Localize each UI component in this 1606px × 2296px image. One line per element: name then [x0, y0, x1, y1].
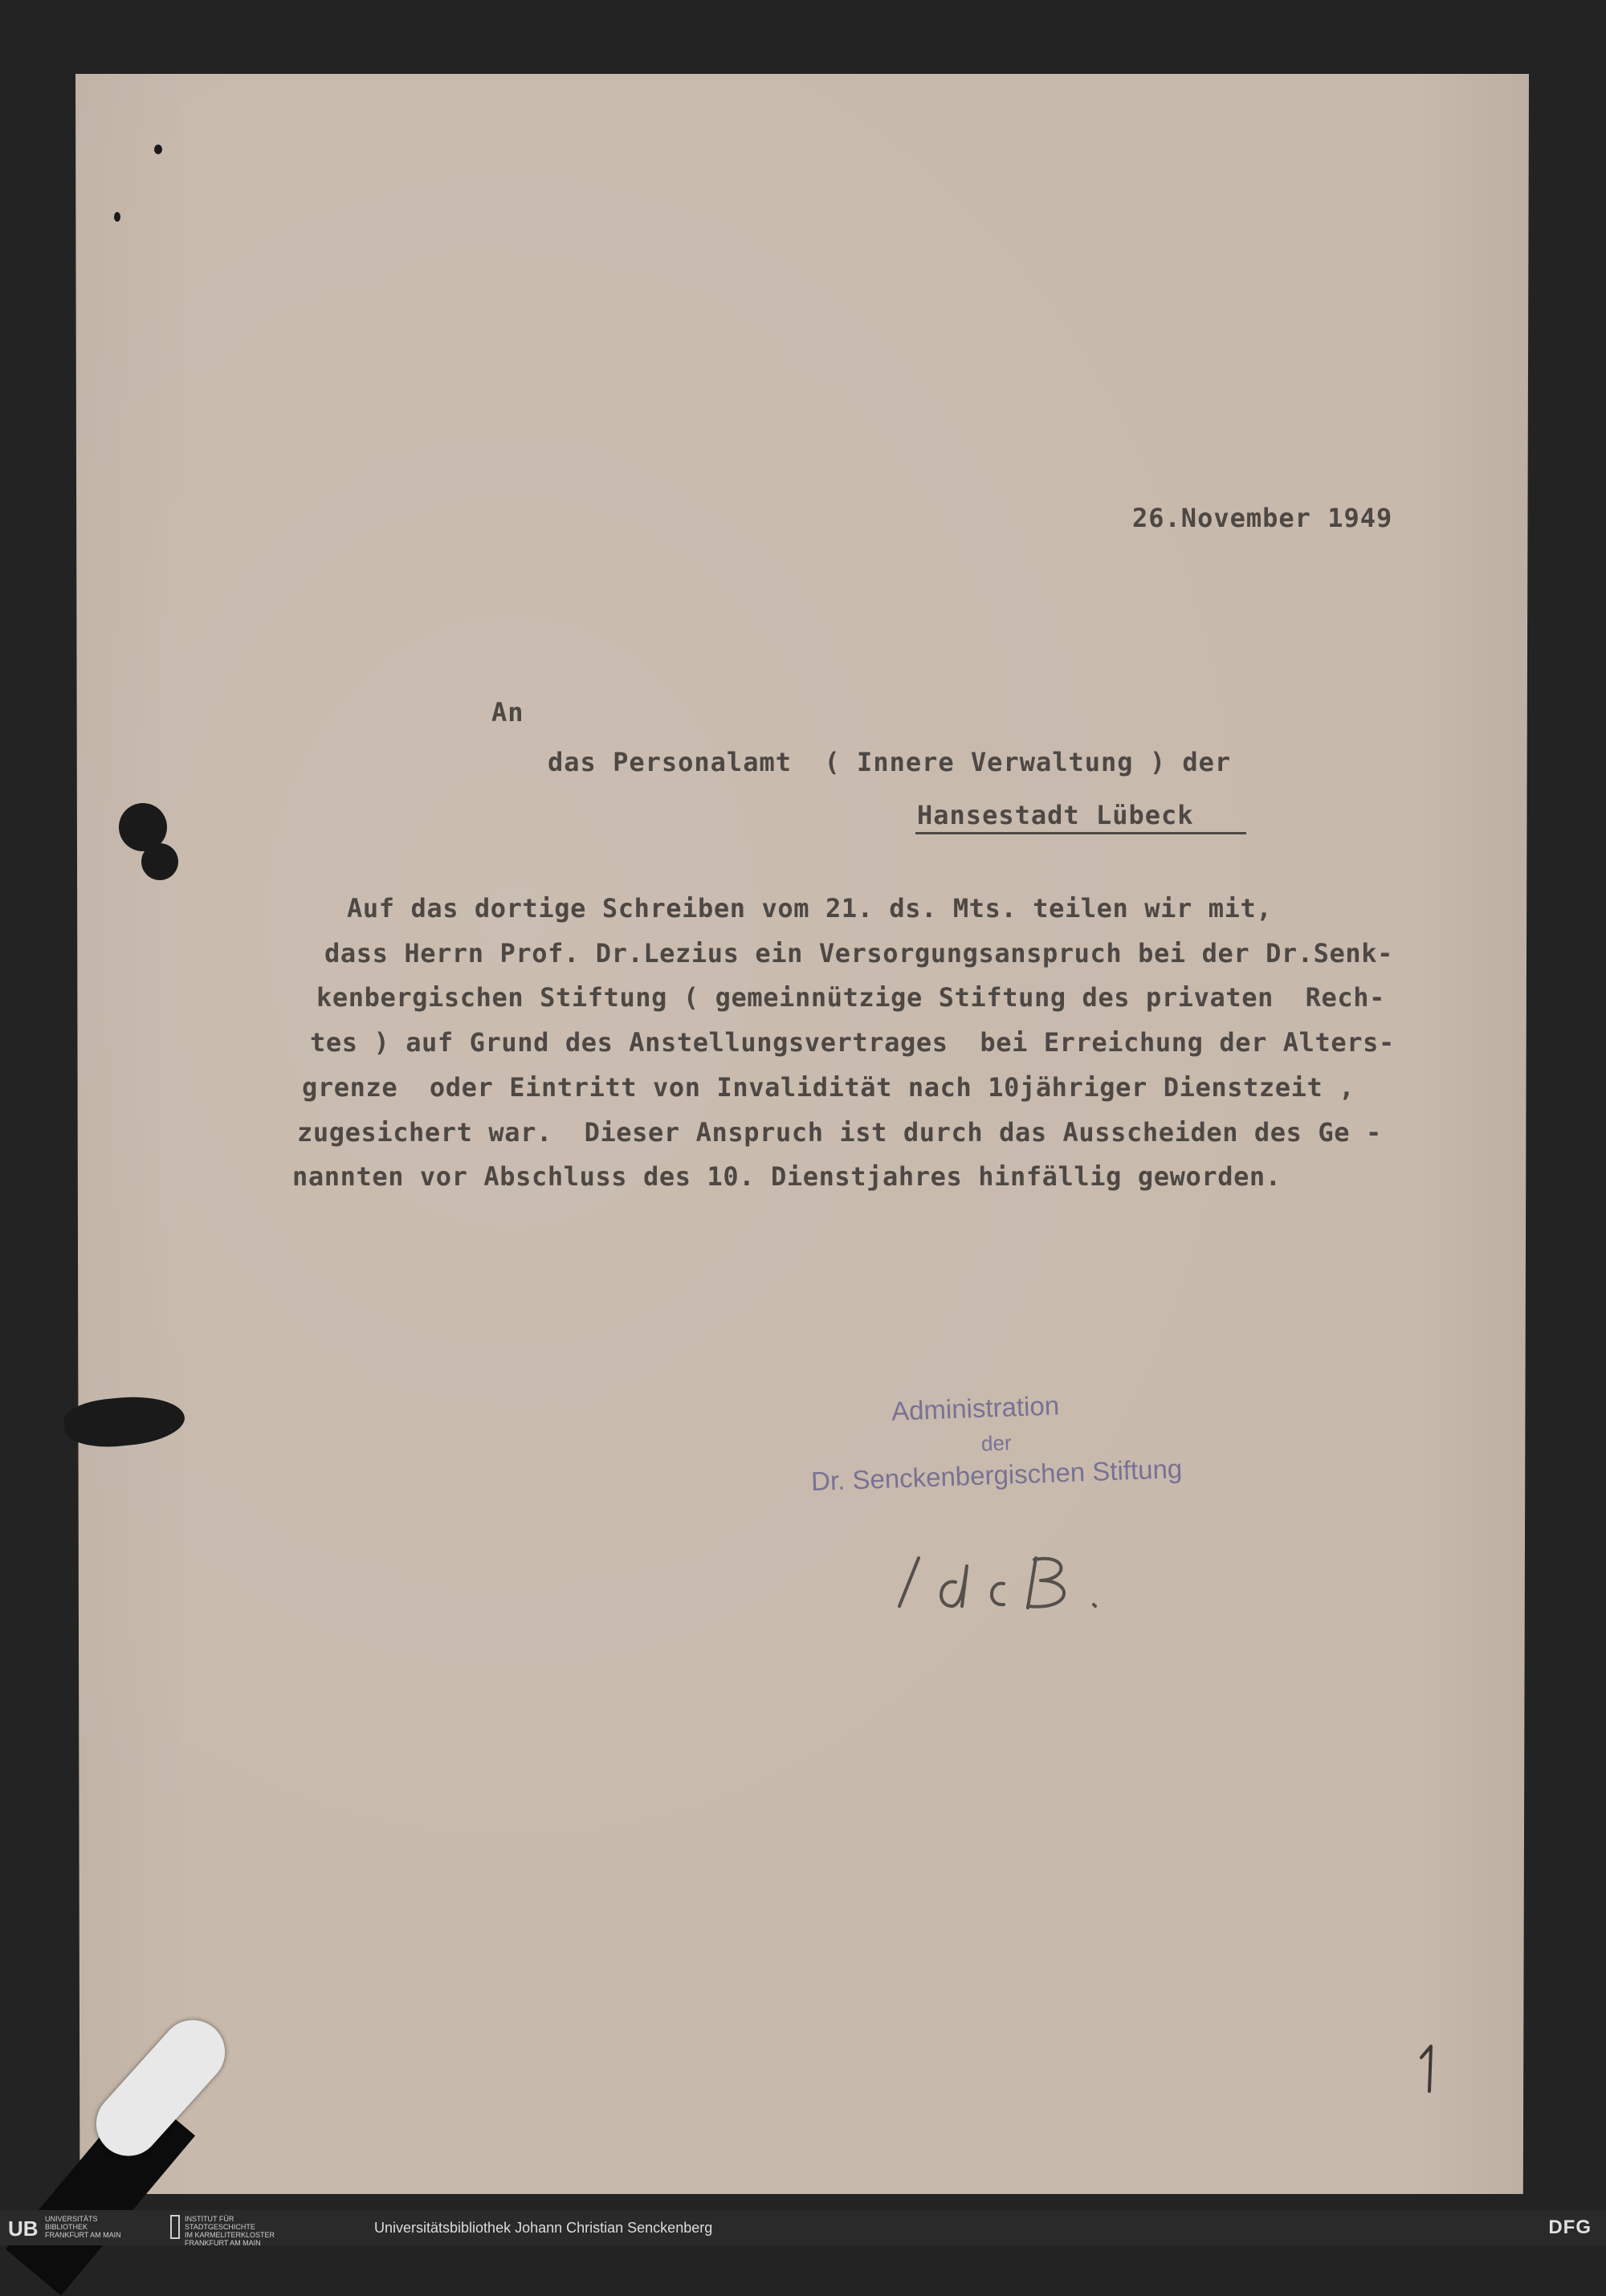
body-line: zugesichert war. Dieser Anspruch ist durch das Ausscheiden des Ge -	[297, 1116, 1382, 1148]
body-line: tes ) auf Grund des Anstellungsvertrages bei Erreichung der Alters-	[310, 1027, 1395, 1058]
recipient-underline	[915, 832, 1246, 834]
letter-date: 26.November 1949	[1132, 503, 1393, 533]
pin-mark-top	[154, 145, 162, 154]
page-number-handwritten	[1413, 2040, 1445, 2096]
punch-hole-top-lower	[141, 843, 178, 880]
footer-caption: Universitätsbibliothek Johann Christian Senckenberg	[374, 2220, 713, 2236]
body-line: grenze oder Eintritt von Invalidität nach 10jähriger Dienstzeit ,	[302, 1071, 1355, 1103]
recipient-line-2: Hansestadt Lübeck	[917, 800, 1194, 830]
handwritten-signature	[883, 1534, 1124, 1622]
institute-logo-icon	[170, 2215, 180, 2239]
letter-body	[292, 887, 1433, 1200]
pin-mark-second	[114, 212, 120, 222]
body-line: Auf das dortige Schreiben vom 21. ds. Mts. teilen wir mit,	[347, 893, 1273, 924]
recipient-line-1: das Personalamt ( Innere Verwaltung ) der	[548, 747, 1232, 777]
viewer-footer	[0, 2210, 1606, 2245]
institute-logo-text: INSTITUT FÜR STADTGESCHICHTE IM KARMELITERKLOSTER FRANKFURT AM MAIN	[185, 2215, 275, 2247]
body-line: dass Herrn Prof. Dr.Lezius ein Versorgungsanspruch bei der Dr.Senk-	[324, 937, 1393, 969]
ub-logo: UB	[8, 2216, 39, 2241]
stamp-line-2: der	[980, 1430, 1013, 1456]
ub-logo-text: UNIVERSITÄTS BIBLIOTHEK FRANKFURT AM MAIN	[45, 2215, 121, 2239]
stamp-line-3: Dr. Senckenbergischen Stiftung	[810, 1453, 1183, 1497]
salutation: An	[491, 697, 524, 728]
body-line: nannten vor Abschluss des 10. Dienstjahres hinfällig geworden.	[292, 1161, 1282, 1193]
body-line: kenbergischen Stiftung ( gemeinnützige Stiftung des privaten Rech-	[316, 982, 1385, 1013]
dfg-logo: DFG	[1548, 2216, 1592, 2238]
stamp-line-1: Administration	[891, 1390, 1060, 1426]
